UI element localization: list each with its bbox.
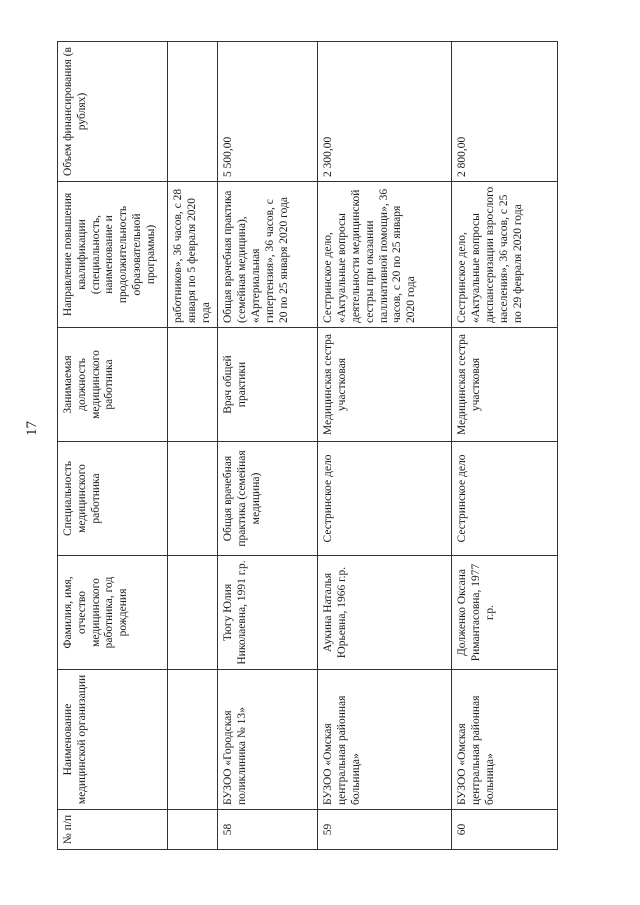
header-specialty: Специальность медицинского работника [58, 442, 168, 556]
cell-program: Сестринское дело, «Актуальные вопросы деятельности медицинской сестры при оказании паллиативной помощи», 36 часов, с 20 по 25 января 2020 года [318, 182, 452, 328]
table-container [57, 42, 553, 850]
cell-name: Долженко Оксана Римантасовна, 1977 г.р. [452, 556, 558, 670]
page-number: 17 [24, 421, 40, 436]
cell-position: Медицинская сестра участковая [318, 328, 452, 442]
table-row [318, 42, 452, 850]
cell-org: БУЗОО «Городская поликлиника № 13» [218, 670, 318, 810]
cell-num: 60 [452, 810, 558, 850]
cell-org: БУЗОО «Омская центральная районная больница» [318, 670, 452, 810]
cell-empty [168, 42, 218, 182]
cell-empty [168, 328, 218, 442]
cell-specialty: Общая врачебная практика (семейная медицина) [218, 442, 318, 556]
cell-org: БУЗОО «Омская центральная районная больница» [452, 670, 558, 810]
cell-program: работников», 36 часов, с 28 января по 5 февраля 2020 года [168, 182, 218, 328]
cell-position: Медицинская сестра участковая [452, 328, 558, 442]
header-name: Фамилия, имя, отчество медицинского работника, год рождения [58, 556, 168, 670]
cell-empty [168, 670, 218, 810]
table-row [452, 42, 558, 850]
cell-empty [168, 556, 218, 670]
cell-specialty: Сестринское дело [452, 442, 558, 556]
cell-position: Врач общей практики [218, 328, 318, 442]
header-num: № п/п [58, 810, 168, 850]
table-row [218, 42, 318, 850]
cell-specialty: Сестринское дело [318, 442, 452, 556]
header-program: Направление повышения квалификации (специальность, наименование и продолжительность образовательной программы) [58, 182, 168, 328]
cell-amount: 5 500,00 [218, 42, 318, 182]
cell-program: Общая врачебная практика (семейная медицина), «Артериальная гипертензия», 36 часов, с 20 по 25 января 2020 года [218, 182, 318, 328]
header-row [58, 42, 168, 850]
cell-amount: 2 300,00 [318, 42, 452, 182]
cell-program: Сестринское дело, «Актуальные вопросы диспансеризации взрослого населения», 36 часов, с 25 по 29 февраля 2020 года [452, 182, 558, 328]
cell-empty [168, 810, 218, 850]
cell-empty [168, 442, 218, 556]
header-org: Наименование медицинской организации [58, 670, 168, 810]
cell-num: 58 [218, 810, 318, 850]
header-amount: Объем финансирования (в рублях) [58, 42, 168, 182]
continuation-row [168, 42, 218, 850]
cell-num: 59 [318, 810, 452, 850]
cell-amount: 2 800,00 [452, 42, 558, 182]
header-position: Занимаемая должность медицинского работника [58, 328, 168, 442]
cell-name: Тюгу Юлия Николаевна, 1991 г.р. [218, 556, 318, 670]
cell-name: Аукина Наталья Юрьевна, 1966 г.р. [318, 556, 452, 670]
training-register-table [57, 41, 558, 850]
